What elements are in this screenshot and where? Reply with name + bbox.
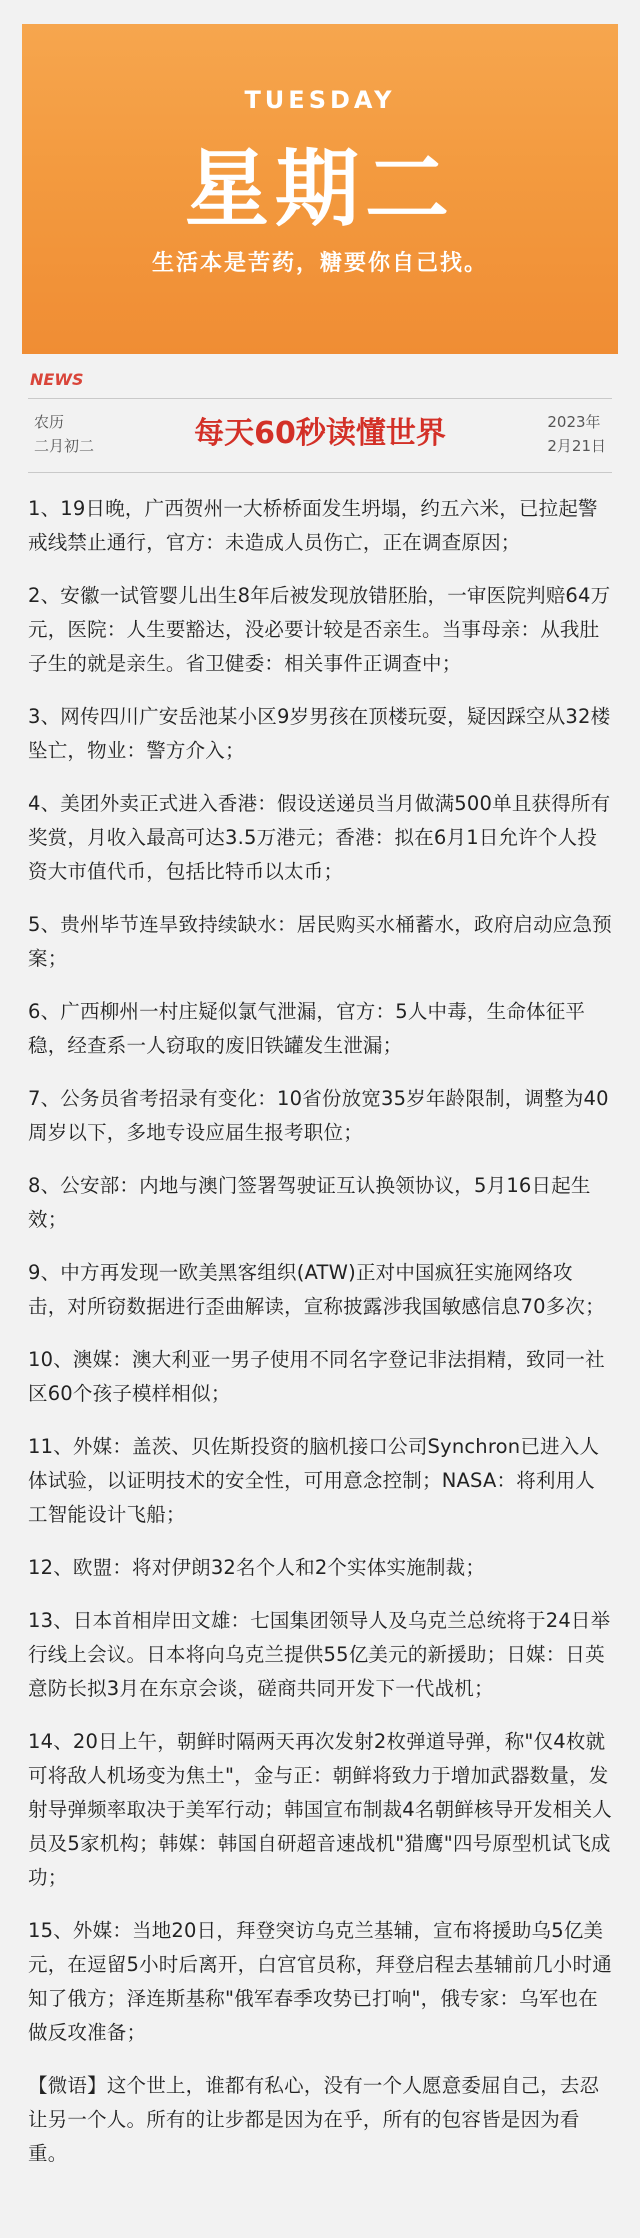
news-item: 15、外媒：当地20日，拜登突访乌克兰基辅，宣布将援助乌5亿美元，在逗留5小时后离开，白宫官员称，拜登启程去基辅前几小时通知了俄方；泽连斯基称"俄军春季攻势已打响"，俄专家：乌军也在做反攻准备； (28, 1919, 612, 2044)
news-item: 6、广西柳州一村庄疑似氯气泄漏，官方：5人中毒，生命体征平稳，经查系一人窃取的废旧铁罐发生泄漏； (28, 1000, 586, 1057)
lunar-label: 农历 (34, 413, 65, 431)
news-item: 10、澳媒：澳大利亚一男子使用不同名字登记非法捐精，致同一社区60个孩子模样相似； (28, 1348, 605, 1405)
news-item: 9、中方再发现一欧美黑客组织(ATW)正对中国疯狂实施网络攻击，对所窃数据进行歪曲解读，宣称披露涉我国敏感信息70多次； (28, 1261, 605, 1318)
quote-text: 这个世上，谁都有私心，没有一个人愿意委屈自己，去忍让另一个人。所有的让步都是因为在乎，所有的包容皆是因为看重。 (28, 2074, 600, 2165)
quote-label: 【微语】 (28, 2074, 107, 2097)
daily-quote (28, 2069, 612, 2171)
banner-day-english: TUESDAY (244, 86, 396, 114)
news-item: 5、贵州毕节连旱致持续缺水：居民购买水桶蓄水，政府启动应急预案； (28, 913, 612, 970)
news-item: 2、安徽一试管婴儿出生8年后被发现放错胚胎，一审医院判赔64万元，医院：人生要豁达，没必要计较是否亲生。当事母亲：从我肚子生的就是亲生。省卫健委：相关事件正调查中； (28, 584, 611, 675)
lunar-date: 二月初二 (34, 437, 95, 455)
news-item: 1、19日晚，广西贺州一大桥桥面发生坍塌，约五六米，已拉起警戒线禁止通行，官方：未造成人员伤亡，正在调查原因； (28, 497, 598, 554)
news-list (28, 492, 612, 2190)
news-item: 12、欧盟：将对伊朗32名个人和2个实体实施制裁； (28, 1556, 486, 1579)
divider-bottom (28, 472, 612, 473)
news-item: 4、美团外卖正式进入香港：假设送递员当月做满500单且获得所有奖赏，月收入最高可达3.5万港元；香港：拟在6月1日允许个人投资大市值代币，包括比特币以太币； (28, 792, 611, 883)
news-item: 13、日本首相岸田文雄：七国集团领导人及乌克兰总统将于24日举行线上会议。日本将向乌克兰提供55亿美元的新援助；日媒：日英意防长拟3月在东京会谈，磋商共同开发下一代战机； (28, 1609, 611, 1700)
news-item: 14、20日上午，朝鲜时隔两天再次发射2枚弹道导弹，称"仅4枚就可将敌人机场变为焦土"，金与正：朝鲜将致力于增加武器数量，发射导弹频率取决于美军行动；韩国宣布制裁4名朝鲜核导开发相关人员及5家机构；韩媒：韩国自研超音速战机"猎鹰"四号原型机试飞成功； (28, 1730, 612, 1889)
news-item: 11、外媒：盖茨、贝佐斯投资的脑机接口公司Synchron已进入人体试验，以证明技术的安全性，可用意念控制；NASA：将利用人工智能设计飞船； (28, 1435, 600, 1526)
gregorian-date-block (547, 410, 606, 458)
news-tag: NEWS (30, 370, 84, 389)
header-banner (22, 24, 618, 354)
news-item: 7、公务员省考招录有变化：10省份放宽35岁年龄限制，调整为40周岁以下，多地专设应届生报考职位； (28, 1087, 609, 1144)
banner-day-chinese: 星期二 (184, 140, 455, 238)
banner-subtitle: 生活本是苦药，糖要你自己找。 (151, 251, 488, 276)
page-title: 每天60秒读懂世界 (194, 416, 446, 451)
date-label: 2月21日 (547, 437, 606, 455)
news-item: 8、公安部：内地与澳门签署驾驶证互认换领协议，5月16日起生效； (28, 1174, 591, 1231)
news-item: 3、网传四川广安岳池某小区9岁男孩在顶楼玩耍，疑因踩空从32楼坠亡，物业：警方介入； (28, 705, 611, 762)
divider-top (28, 398, 612, 399)
year-label: 2023年 (547, 413, 601, 431)
